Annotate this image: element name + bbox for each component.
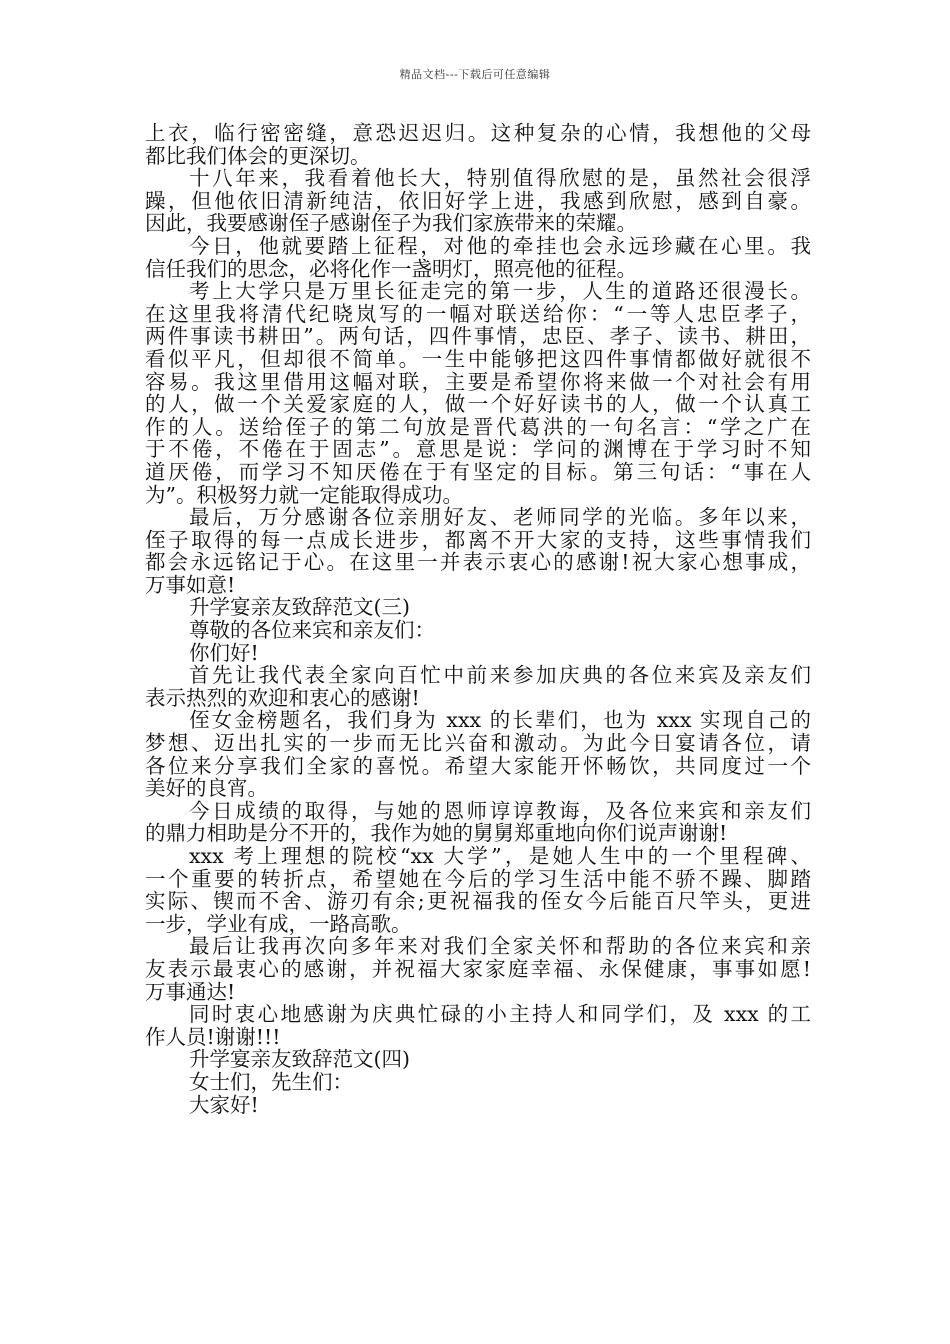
text-line: 女士们，先生们： xyxy=(189,1070,353,1094)
text-line: 的鼎力相助是分不开的，我作为她的舅舅郑重地向你们说声谢谢! xyxy=(145,822,728,845)
text-line: 信任我们的思念，必将化作一盏明灯，照亮他的征程。 xyxy=(145,257,637,281)
text-line: 万事如意! xyxy=(145,573,236,597)
text-line: 作人员!谢谢!!! xyxy=(145,1025,281,1049)
text-line: 升学宴亲友致辞范文(四) xyxy=(189,1048,410,1071)
text-line: 最后让我再次向多年来对我们全家关怀和帮助的各位来宾和亲 xyxy=(189,935,811,958)
text-line: 今日，他就要踏上征程，对他的牵挂也会永远珍藏在心里。我 xyxy=(189,234,811,258)
text-line: 美好的良宵。 xyxy=(145,777,268,800)
text-line: 各位来分享我们全家的喜悦。希望大家能开怀畅饮，共同度过一个 xyxy=(145,754,811,778)
text-line: xxx 考上理想的院校“xx 大学”，是她人生中的一个里程碑、 xyxy=(189,845,811,868)
text-line: 你们好! xyxy=(189,641,259,665)
text-line: 最后，万分感谢各位亲朋好友、老师同学的光临。多年以来， xyxy=(189,506,811,529)
page-header: 精品文档---下载后可任意编辑 xyxy=(399,68,551,81)
text-line: 上衣，临行密密缝，意恐迟迟归。这种复杂的心情，我想他的父母 xyxy=(145,122,811,145)
text-line: 尊敬的各位来宾和亲友们： xyxy=(189,619,435,642)
text-line: 考上大学只是万里长征走完的第一步，人生的道路还很漫长。 xyxy=(189,280,811,303)
text-line: 实际、锲而不舍、游刃有余;更祝福我的侄女今后能百尺竿头，更进 xyxy=(145,890,811,913)
text-line: 于不倦，不倦在于固志”。意思是说：学问的渊博在于学习时不知 xyxy=(145,438,811,461)
text-line: 都会永远铭记于心。在这里一并表示衷心的感谢!祝大家心想事成， xyxy=(145,551,811,574)
text-line: 两件事读书耕田”。两句话，四件事情，忠臣、孝子、读书、耕田， xyxy=(145,325,811,348)
text-line: 因此，我要感谢侄子感谢侄子为我们家族带来的荣耀。 xyxy=(145,212,637,235)
text-line: 表示热烈的欢迎和衷心的感谢! xyxy=(145,686,420,710)
text-line: 一步，学业有成，一路高歌。 xyxy=(145,912,412,936)
text-line: 十八年来，我看着他长大，特别值得欣慰的是，虽然社会很浮 xyxy=(189,167,811,190)
text-line: 一个重要的转折点，希望她在今后的学习生活中能不骄不躁、脚踏 xyxy=(145,867,811,891)
text-line: 为”。积极努力就一定能取得成功。 xyxy=(145,483,463,507)
document-body xyxy=(145,122,811,1116)
text-line: 侄女金榜题名，我们身为 xxx 的长辈们，也为 xxx 实现自己的 xyxy=(189,709,811,733)
text-line: 大家好! xyxy=(189,1093,259,1117)
text-line: 道厌倦，而学习不知厌倦在于有坚定的目标。第三句话：“事在人 xyxy=(145,460,811,484)
text-line: 友表示最衷心的感谢，并祝福大家家庭幸福、永保健康，事事如愿! xyxy=(145,957,811,981)
text-line: 今日成绩的取得，与她的恩师谆谆教诲，及各位来宾和亲友们 xyxy=(189,799,811,823)
text-line: 万事通达! xyxy=(145,980,236,1004)
text-line: 在这里我将清代纪晓岚写的一幅对联送给你：“一等人忠臣孝子， xyxy=(145,302,811,326)
text-line: 容易。我这里借用这幅对联，主要是希望你将来做一个对社会有用 xyxy=(145,370,811,394)
text-line: 梦想、迈出扎实的一步而无比兴奋和激动。为此今日宴请各位，请 xyxy=(145,732,811,755)
text-line: 作的人。送给侄子的第二句放是晋代葛洪的一句名言：“学之广在 xyxy=(145,415,811,439)
text-line: 的人，做一个关爱家庭的人，做一个好好读书的人，做一个认真工 xyxy=(145,393,811,416)
text-line: 同时衷心地感谢为庆典忙碌的小主持人和同学们，及 xxx 的工 xyxy=(189,1003,811,1026)
text-line: 升学宴亲友致辞范文(三) xyxy=(189,596,410,620)
text-line: 侄子取得的每一点成长进步，都离不开大家的支持，这些事情我们 xyxy=(145,528,811,552)
text-line: 看似平凡，但却很不简单。一生中能够把这四件事情都做好就很不 xyxy=(145,347,811,371)
text-line: 都比我们体会的更深切。 xyxy=(145,144,371,168)
text-line: 躁，但他依旧清新纯洁，依旧好学上进，我感到欣慰，感到自豪。 xyxy=(145,189,811,213)
text-line: 首先让我代表全家向百忙中前来参加庆典的各位来宾及亲友们 xyxy=(189,664,811,687)
